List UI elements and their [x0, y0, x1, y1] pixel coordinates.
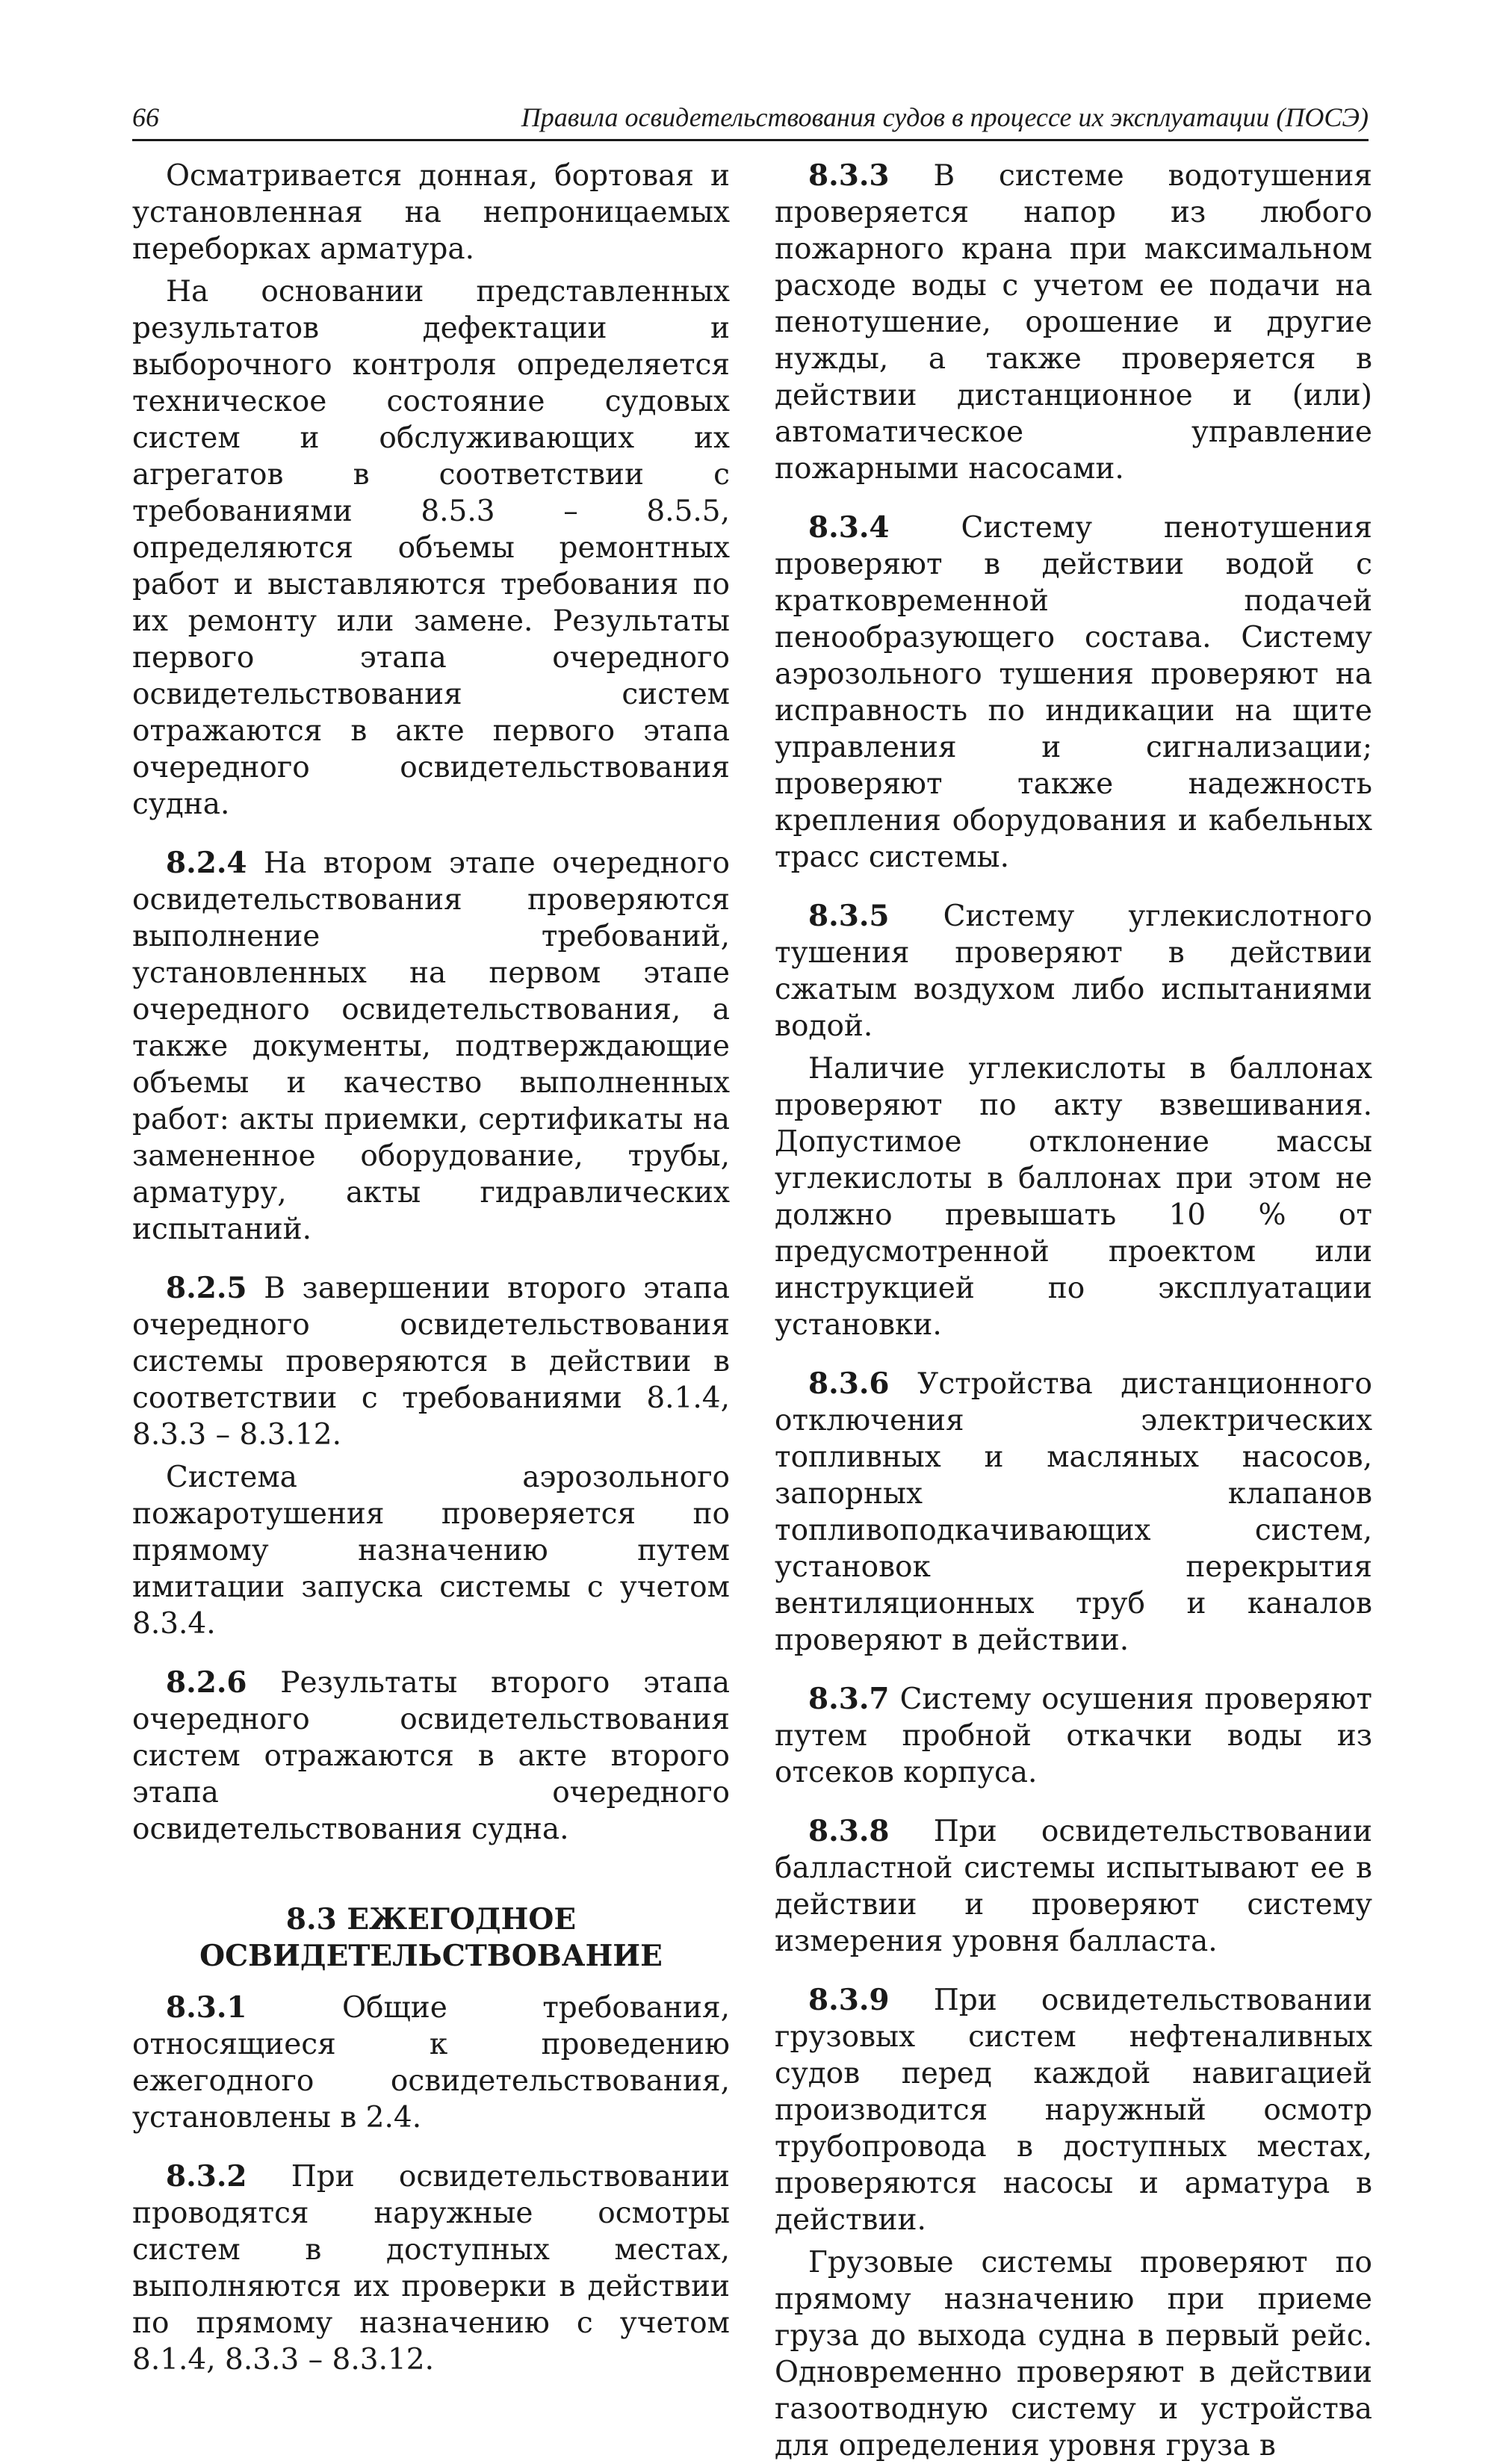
right-column — [775, 158, 1372, 2464]
clause-number: 8.3.7 — [808, 1682, 890, 1716]
clause-8-3-8 — [775, 1813, 1372, 1960]
clause-8-3-1 — [132, 1990, 730, 2136]
clause-text: Устройства дистанционного отключения электрических топливных и масляных насосов, запорных клапанов топливоподкачивающих систем, установок перекрытия вентиляционных труб и каналов проверяют в действии. — [775, 1367, 1372, 1657]
clause-number: 8.3.4 — [808, 510, 890, 545]
clause-number: 8.3.8 — [808, 1814, 890, 1848]
clause-8-3-7 — [775, 1681, 1372, 1791]
clause-number: 8.3.2 — [166, 2159, 247, 2194]
clause-number: 8.3.3 — [808, 158, 890, 193]
clause-text: Систему углекислотного тушения проверяют в действии сжатым воздухом либо испытаниями водой. — [775, 900, 1372, 1043]
clause-number: 8.2.5 — [166, 1271, 247, 1305]
paragraph: Наличие углекислоты в баллонах проверяют по акту взвешивания. Допустимое отклонение массы углекислоты в баллонах при этом не должно превышать 10 % от предусмотренной проектом или инструкцией по эксплуатации установки. — [775, 1052, 1372, 1342]
left-column — [132, 158, 730, 2378]
clause-8-2-5 — [132, 1270, 730, 1453]
clause-number: 8.2.4 — [166, 846, 247, 880]
clause-text: Систему пенотушения проверяют в действии водой с кратковременной подачей пенообразующего состава. Систему аэрозольного тушения проверяют на исправность по индикации на щите управления и сигнализации; проверяют также надежность крепления оборудования и кабельных трасс системы. — [775, 511, 1372, 874]
paragraph: Система аэрозольного пожаротушения проверяется по прямому назначению путем имитации запуска системы с учетом 8.3.4. — [132, 1461, 730, 1641]
clause-text: Общие требования, относящиеся к проведению ежегодного освидетельствования, установлены в 2.4. — [132, 1991, 730, 2135]
paragraph: Осматривается донная, бортовая и установленная на непроницаемых переборках арматура. — [132, 159, 730, 266]
clause-text: В системе водотушения проверяется напор из любого пожарного крана при максимальном расходе воды с учетом ее подачи на пенотушение, орошение и другие нужды, а также проверяется в действии дистанционное и (или) автоматическое управление пожарными насосами. — [775, 159, 1372, 486]
running-title: Правила освидетельствования судов в процессе их эксплуатации (ПОСЭ) — [521, 102, 1369, 132]
clause-text: На втором этапе очередного освидетельствования проверяются выполнение требований, установленных на первом этапе очередного освидетельствования, а также документы, подтверждающие объемы и качество выполненных работ: акты приемки, сертификаты на замененное оборудование, трубы, арматуру, акты гидравлических испытаний. — [132, 846, 730, 1246]
page-header — [132, 100, 1369, 141]
page-number: 66 — [132, 102, 159, 132]
clause-8-3-5 — [775, 898, 1372, 1044]
clause-8-2-4 — [132, 845, 730, 1248]
clause-text: Результаты второго этапа очередного освидетельствования систем отражаются в акте второго этапа очередного освидетельствования судна. — [132, 1666, 730, 1846]
clause-number: 8.3.1 — [166, 1990, 247, 2025]
clause-text: В завершении второго этапа очередного освидетельствования системы проверяются в действии в соответствии с требованиями 8.1.4, 8.3.3 – 8.3.12. — [132, 1272, 730, 1452]
clause-text: При освидетельствовании балластной системы испытывают ее в действии и проверяют систему измерения уровня балласта. — [775, 1815, 1372, 1958]
clause-number: 8.2.6 — [166, 1665, 247, 1700]
clause-number: 8.3.9 — [808, 1983, 890, 2017]
section-heading-8-3 — [132, 1901, 730, 1975]
clause-number: 8.3.6 — [808, 1366, 890, 1401]
clause-text: При освидетельствовании проводятся наружные осмотры систем в доступных местах, выполняются их проверки в действии по прямому назначению с учетом 8.1.4, 8.3.3 – 8.3.12. — [132, 2160, 730, 2377]
section-heading-line: ОСВИДЕТЕЛЬСТВОВАНИЕ — [199, 1939, 663, 1973]
clause-number: 8.3.5 — [808, 899, 890, 933]
clause-8-2-6 — [132, 1665, 730, 1848]
clause-text: При освидетельствовании грузовых систем нефтеналивных судов перед каждой навигацией производится наружный осмотр трубопровода в доступных местах, проверяются насосы и арматура в действии. — [775, 1984, 1372, 2237]
clause-8-3-2 — [132, 2158, 730, 2378]
paragraph: Грузовые системы проверяют по прямому назначению при приеме груза до выхода судна в первый рейс. Одновременно проверяют в действии газоотводную систему и устройства для определения уровня груза в — [775, 2246, 1372, 2463]
clause-8-3-3 — [775, 158, 1372, 487]
paragraph: На основании представленных результатов дефектации и выборочного контроля определяется техническое состояние судовых систем и обслуживающих их агрегатов в соответствии с требованиями 8.5.3 – 8.5.5, определяются объемы ремонтных работ и выставляются требования по их ремонту или замене. Результаты первого этапа очередного освидетельствования систем отражаются в акте первого этапа очередного освидетельствования судна. — [132, 275, 730, 821]
clause-8-3-4 — [775, 510, 1372, 876]
clause-text: Систему осушения проверяют путем пробной откачки воды из отсеков корпуса. — [775, 1683, 1372, 1789]
section-heading-line: 8.3 ЕЖЕГОДНОЕ — [285, 1902, 577, 1937]
clause-8-3-9 — [775, 1982, 1372, 2238]
clause-8-3-6 — [775, 1366, 1372, 1659]
